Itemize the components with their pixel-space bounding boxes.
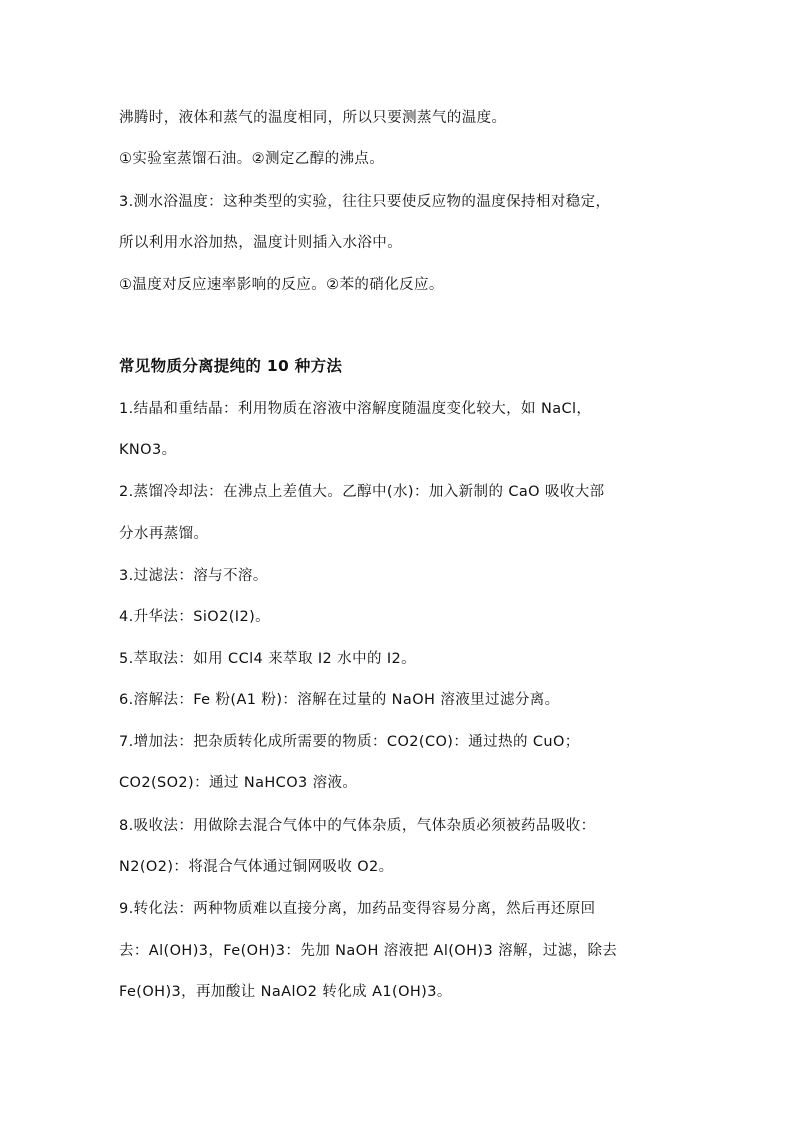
list-item-line: 8.吸收法：用做除去混合气体中的气体杂质，气体杂质必须被药品吸收：	[119, 818, 596, 834]
paragraph-line: ①温度对反应速率影响的反应。②苯的硝化反应。	[119, 277, 444, 293]
list-item-line: N2(O2)：将混合气体通过铜网吸收 O2。	[119, 859, 394, 875]
list-item-line: CO2(SO2)：通过 NaHCO3 溶液。	[119, 775, 358, 791]
list-item-line: 6.溶解法：Fe 粉(A1 粉)：溶解在过量的 NaOH 溶液里过滤分离。	[119, 692, 560, 708]
paragraph-line: ①实验室蒸馏石油。②测定乙醇的沸点。	[119, 151, 385, 167]
list-item-line: Fe(OH)3，再加酸让 NaAlO2 转化成 A1(OH)3。	[119, 984, 452, 1000]
list-item-line: KNO3。	[119, 442, 177, 458]
list-item-line: 去：Al(OH)3，Fe(OH)3：先加 NaOH 溶液把 Al(OH)3 溶解，过滤，除去	[119, 943, 618, 959]
list-item-line: 4.升华法：SiO2(I2)。	[119, 609, 271, 625]
list-item-line: 7.增加法：把杂质转化成所需要的物质：CO2(CO)：通过热的 CuO；	[119, 734, 580, 750]
list-item-line: 5.萃取法：如用 CCl4 来萃取 I2 水中的 I2。	[119, 651, 417, 667]
paragraph-line: 沸腾时，液体和蒸气的温度相同，所以只要测蒸气的温度。	[119, 110, 507, 126]
list-item-line: 3.过滤法：溶与不溶。	[119, 568, 268, 584]
list-item-line: 1.结晶和重结晶：利用物质在溶液中溶解度随温度变化较大，如 NaCl，	[119, 401, 592, 417]
list-item-line: 9.转化法：两种物质难以直接分离，加药品变得容易分离，然后再还原回	[119, 901, 596, 917]
paragraph-line: 所以利用水浴加热，温度计则插入水浴中。	[119, 235, 403, 251]
section-heading: 常见物质分离提纯的 10 种方法	[119, 357, 343, 375]
list-item-line: 2.蒸馏冷却法：在沸点上差值大。乙醇中(水)：加入新制的 CaO 吸收大部	[119, 484, 605, 500]
list-item-line: 分水再蒸馏。	[119, 526, 209, 542]
paragraph-line: 3.测水浴温度：这种类型的实验，往往只要使反应物的温度保持相对稳定，	[119, 194, 611, 210]
